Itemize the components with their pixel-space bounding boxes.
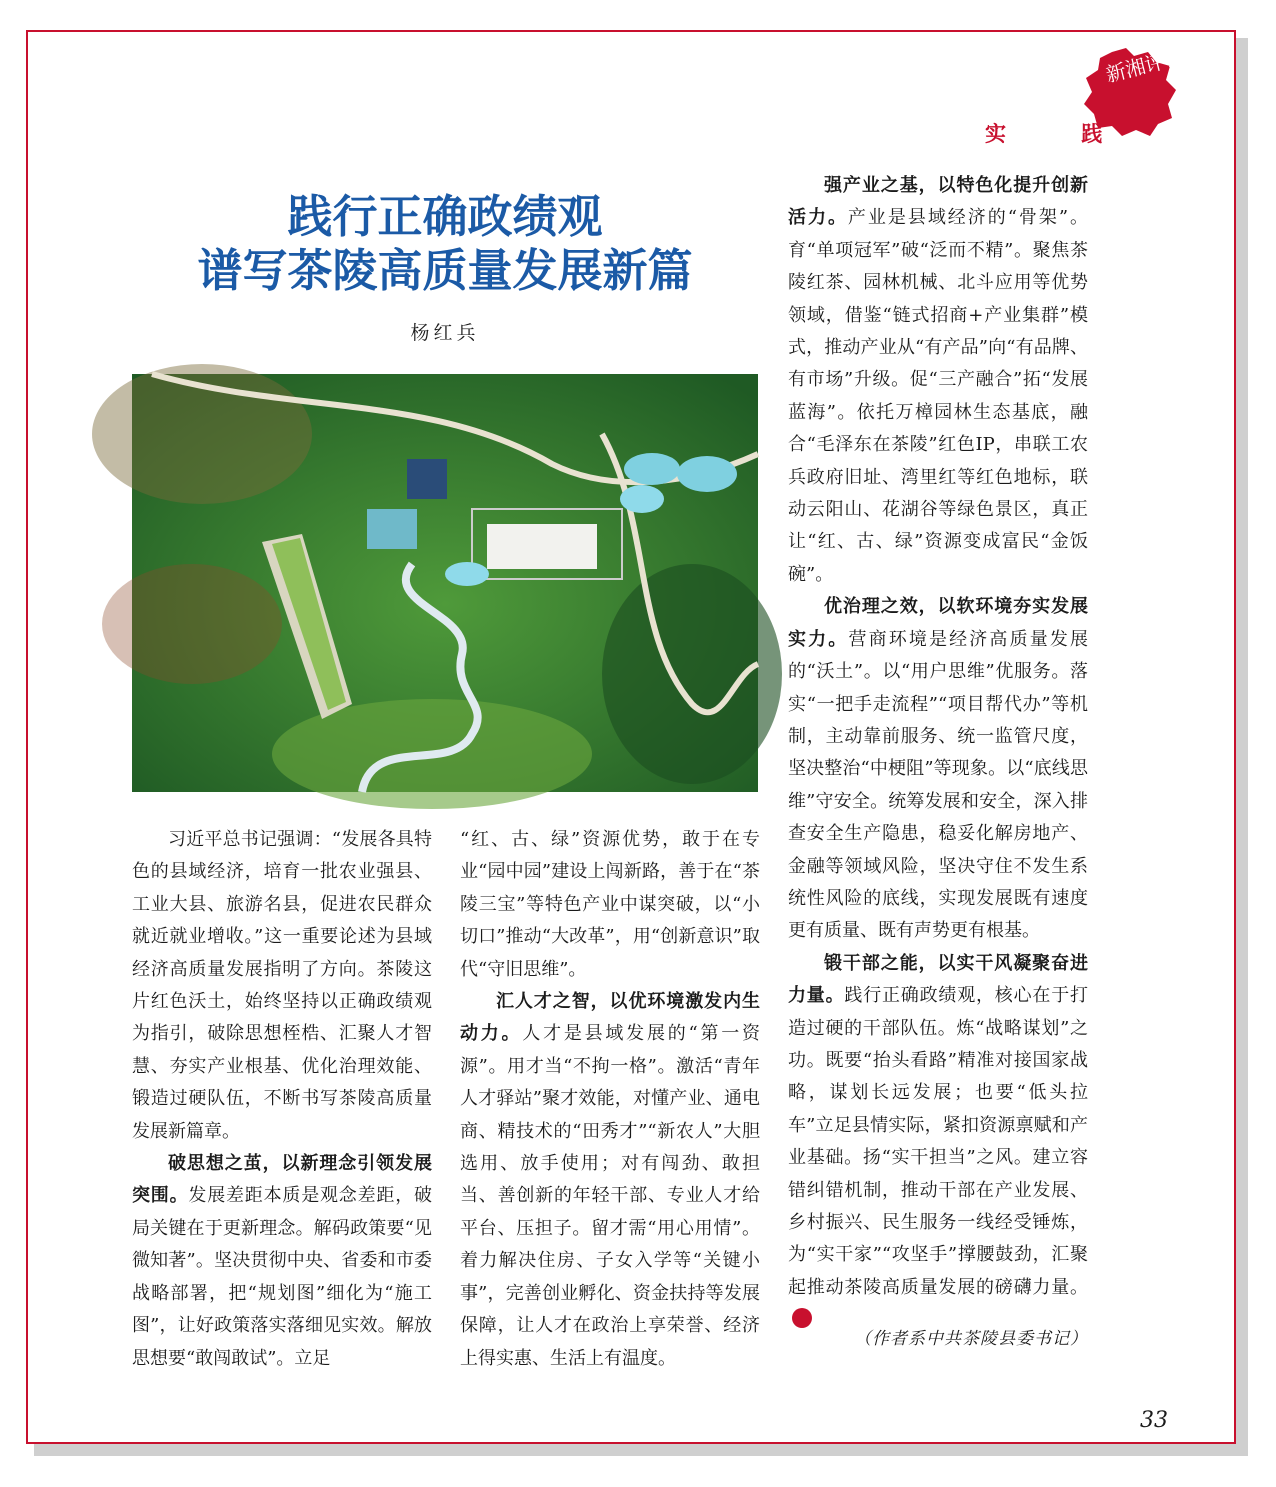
aerial-photo	[132, 374, 758, 792]
paragraph-governance	[788, 591, 1088, 947]
body-cadres: 践行正确政绩观，核心在于打造过硬的干部队伍。炼“战略谋划”之功。既要“抬头看路”精准对接国家战略，谋划长远发展；也要“低头拉车”立足县情实际，紧扣资源禀赋和产业基础。扬“实干担当”之风。建立容错纠错机制，推动干部在产业发展、乡村振兴、民生服务一线经受锤炼，为“实干家”“攻坚手”撑腰鼓劲，汇聚起推动茶陵高质量发展的磅礴力量。	[788, 985, 1089, 1298]
aerial-photo-image	[132, 374, 758, 792]
section-label: 实 践	[985, 122, 1137, 146]
title-line-2: 谱写茶陵高质量发展新篇	[197, 244, 693, 297]
article-title	[132, 190, 758, 298]
paragraph-cadres	[788, 948, 1088, 1337]
lead-cadres: 锻干部之能，以实干风凝聚奋进力量。	[788, 952, 1088, 1007]
text-column-1	[132, 824, 432, 1375]
paragraph-intro: 习近平总书记强调：“发展各具特色的县域经济，培育一批农业强县、工业大县、旅游名县，促进农民群众就近就业增收。”这一重要论述为县域经济高质量发展指明了方向。茶陵这片红色沃土，始终坚持以正确政绩观为指引，破除思想桎梏、汇聚人才智慧、夯实产业根基、优化治理效能、锻造过硬队伍，不断书写茶陵高质量发展新篇章。	[132, 829, 432, 1142]
text-column-2	[460, 824, 760, 1375]
title-line-1: 践行正确政绩观	[287, 190, 603, 243]
lead-industry: 强产业之基，以特色化提升创新活力。	[788, 175, 1088, 229]
body-governance: 营商环境是经济高质量发展的“沃土”。以“用户思维”优服务。落实“一把手走流程”“项目帮代办”等机制，主动靠前服务、统一监管尺度，坚决整治“中梗阻”等现象。以“底线思维”守安全。统筹发展和安全，深入排查安全生产隐患，稳妥化解房地产、金融等领域风险，坚决守住不发生系统性风险的底线，实现发展既有速度更有质量、既有声势更有根基。	[788, 628, 1089, 942]
paragraph-thought-cont: “红、古、绿”资源优势，敢于在专业“园中园”建设上闯新路，善于在“茶陵三宝”等特色产业中谋突破，以“小切口”推动“大改革”，用“创新意识”取代“守旧思维”。	[460, 829, 760, 980]
author-name: 杨红兵	[410, 322, 480, 344]
body-talent: 人才是县域发展的“第一资源”。用才当“不拘一格”。激活“青年人才驿站”聚才效能，对懂产业、通电商、精技术的“田秀才”“新农人”大胆选用、放手使用；对有闯劲、敢担当、善创新的年轻干部、专业人才给平台、压担子。留才需“用心用情”。着力解决住房、子女入学等“关键小事”，完善创业孵化、资金扶持等发展保障，让人才在政治上享荣誉、经济上得实惠、生活上有温度。	[460, 1023, 761, 1369]
author-note: （作者系中共茶陵县委书记）	[854, 1329, 1088, 1349]
paragraph-talent	[460, 986, 760, 1375]
body-thought: 发展差距本质是观念差距，破局关键在于更新理念。解码政策要“见微知著”。坚决贯彻中央、省委和市委战略部署，把“规划图”细化为“施工图”，让好政策落实落细见实效。解放思想要“敢闯敢试”。立足	[132, 1185, 433, 1369]
body-industry: 产业是县域经济的“骨架”。育“单项冠军”破“泛而不精”。聚焦茶陵红茶、园林机械、北斗应用等优势领域，借鉴“链式招商+产业集群”模式，推动产业从“有产品”向“有品牌、有市场”升级。促“三产融合”拓“发展蓝海”。依托万樟园林生态基底，融合“毛泽东在茶陵”红色IP，串联工农兵政府旧址、湾里红等红色地标，联动云阳山、花湖谷等绿色景区，真正让“红、古、绿”资源变成富民“金饭碗”。	[788, 207, 1088, 585]
paragraph-industry	[788, 170, 1088, 591]
paragraph-thought	[132, 1148, 432, 1375]
lead-governance: 优治理之效，以软环境夯实发展实力。	[788, 596, 1088, 650]
lead-thought: 破思想之茧，以新理念引领发展突围。	[132, 1153, 432, 1207]
lead-talent: 汇人才之智，以优环境激发内生动力。	[460, 991, 760, 1045]
page-number: 33	[1140, 1408, 1168, 1433]
text-column-3	[788, 170, 1088, 1337]
logo-char-1: 新湘评论	[1103, 44, 1187, 87]
